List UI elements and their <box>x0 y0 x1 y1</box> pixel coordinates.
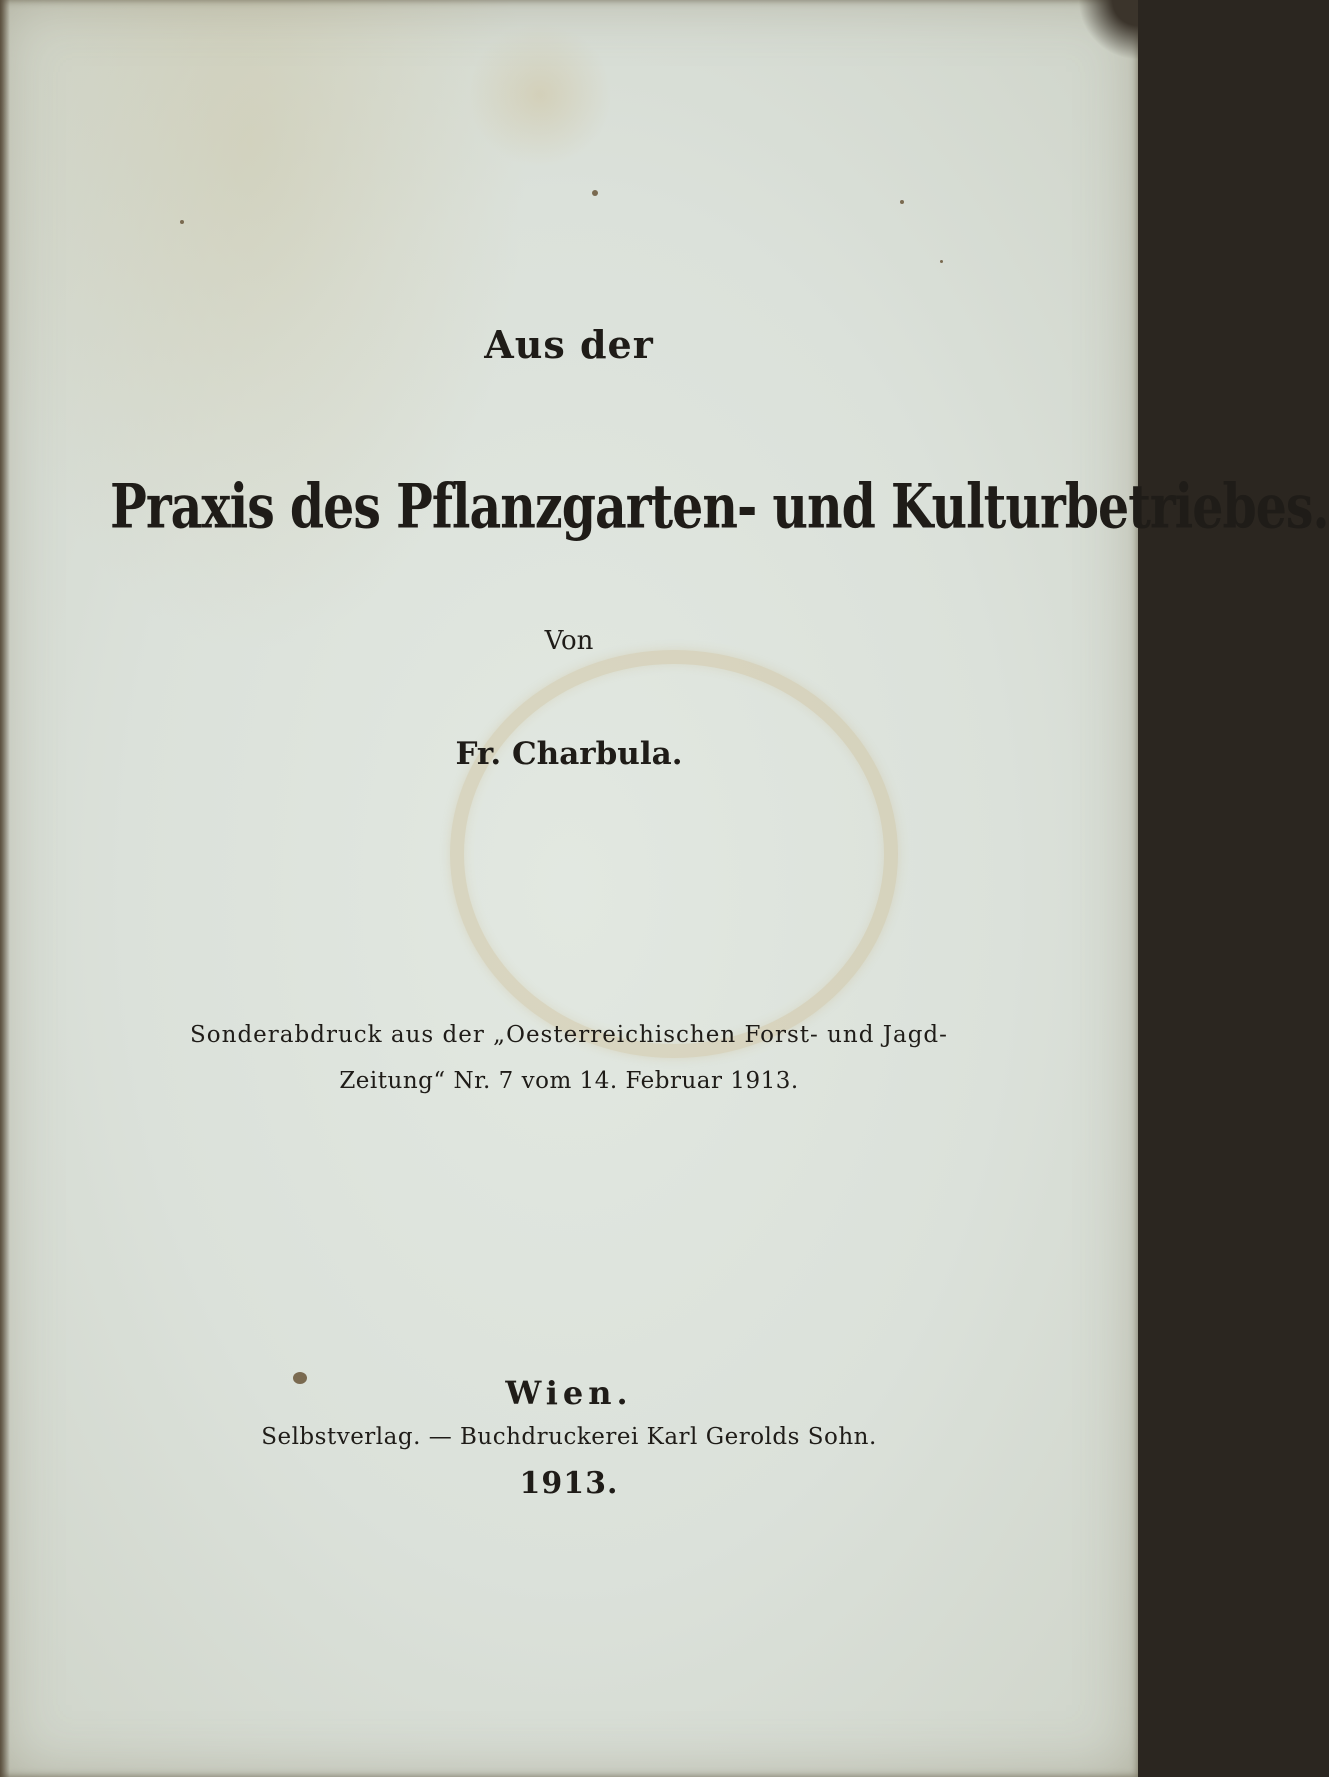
publisher: Selbstverlag. — Buchdruckerei Karl Gerolds Sohn. <box>261 1424 877 1450</box>
main-title: Praxis des Pflanzgarten- und Kulturbetriebes. <box>110 470 1329 543</box>
foxing-spot <box>900 200 904 204</box>
publication-year: 1913. <box>519 1466 619 1501</box>
water-stain <box>470 20 610 170</box>
foxing-spot <box>940 260 943 263</box>
foxing-spot <box>592 190 598 196</box>
reprint-note-line-1: Sonderabdruck aus der „Oesterreichischen Forst- und Jagd- <box>190 1022 948 1048</box>
title-prefix: Aus der <box>484 322 654 367</box>
publication-place: Wien. <box>505 1374 633 1412</box>
worn-left-edge <box>0 0 10 1777</box>
by-label: Von <box>544 626 594 656</box>
foxing-spot <box>180 220 184 224</box>
ring-stain <box>450 650 898 1058</box>
worn-corner <box>1078 0 1138 60</box>
author-name: Fr. Charbula. <box>455 736 683 772</box>
reprint-note-line-2: Zeitung“ Nr. 7 vom 14. Februar 1913. <box>339 1068 799 1094</box>
